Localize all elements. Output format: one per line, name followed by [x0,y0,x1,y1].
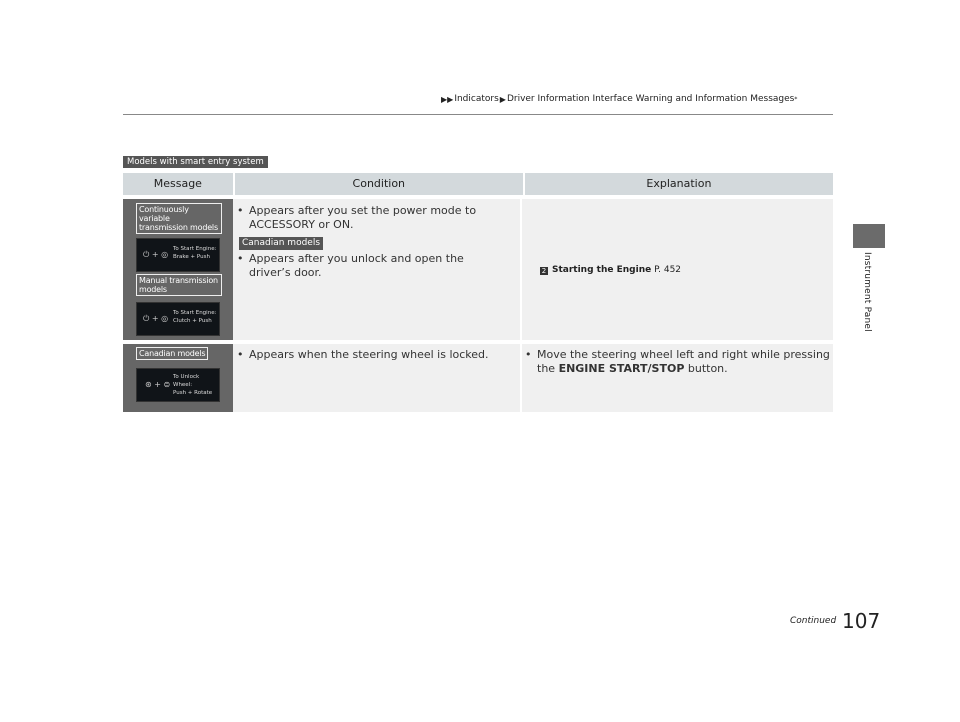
mt-label: Manual transmission models [136,274,222,296]
continued-label: Continued [790,616,837,626]
triangle-right-icon: ▶ [499,94,506,104]
reference-page: P. 452 [654,265,682,275]
column-divider [520,344,522,412]
explanation-text: Move the steering wheel left and right while pressing the ENGINE START/STOP button. [537,348,830,375]
side-tab-marker [853,224,885,248]
condition-text: Appears when the steering wheel is locked. [249,348,489,361]
condition-text: Appears after you set the power mode to ACCESSORY or ON. [249,204,477,231]
page-number: 107 [842,609,881,633]
message-cell [123,199,233,340]
table-header [123,173,833,195]
header-condition: Condition [233,173,523,195]
engine-button-name: ENGINE START/STOP [558,362,685,375]
reference-title: Starting the Engine [552,265,652,275]
bullet-icon: • [237,204,244,217]
triangle-right-icon: ▶▶ [441,94,454,104]
header-explanation: Explanation [523,173,833,195]
canadian-models-tag: Canadian models [239,237,323,250]
cvt-label: Continuously variable transmission models [136,203,222,234]
reference-link[interactable] [540,265,681,275]
bullet-icon: • [525,348,532,361]
breadcrumb [440,94,797,104]
screen-text: To Unlock Wheel: Push + Rotate [173,374,213,396]
column-divider [520,199,522,340]
condition-1 [237,204,507,232]
message-screen-brake [136,238,220,272]
bullet-icon: • [237,252,244,265]
bullet-icon: • [237,348,244,361]
message-cell [123,344,233,412]
asterisk: * [794,95,798,103]
message-screen-clutch [136,302,220,336]
breadcrumb-section[interactable]: Driver Information Interface Warning and Information Messages [506,94,795,104]
steering-unlock-icon: ⊛ + ⊜ [145,380,171,389]
side-tab-label: Instrument Panel [862,252,872,332]
explanation-row2 [525,348,830,376]
brake-push-icon: ⏻ + ◎ [143,250,169,259]
breadcrumb-indicators[interactable]: Indicators [454,94,499,104]
screen-text: To Start Engine: Clutch + Push [173,310,217,324]
clutch-push-icon: ⏻ + ◎ [143,314,169,323]
canadian-models-label: Canadian models [136,347,208,360]
header-divider [123,114,833,115]
message-screen-unlock [136,368,220,402]
condition-2 [237,252,507,280]
header-message: Message [153,177,202,190]
condition-text: Appears after you unlock and open the driver’s door. [249,252,464,279]
reference-icon: 2 [541,267,547,275]
condition-row2 [237,348,517,362]
screen-text: To Start Engine: Brake + Push [173,246,217,260]
section-tag: Models with smart entry system [123,156,268,168]
